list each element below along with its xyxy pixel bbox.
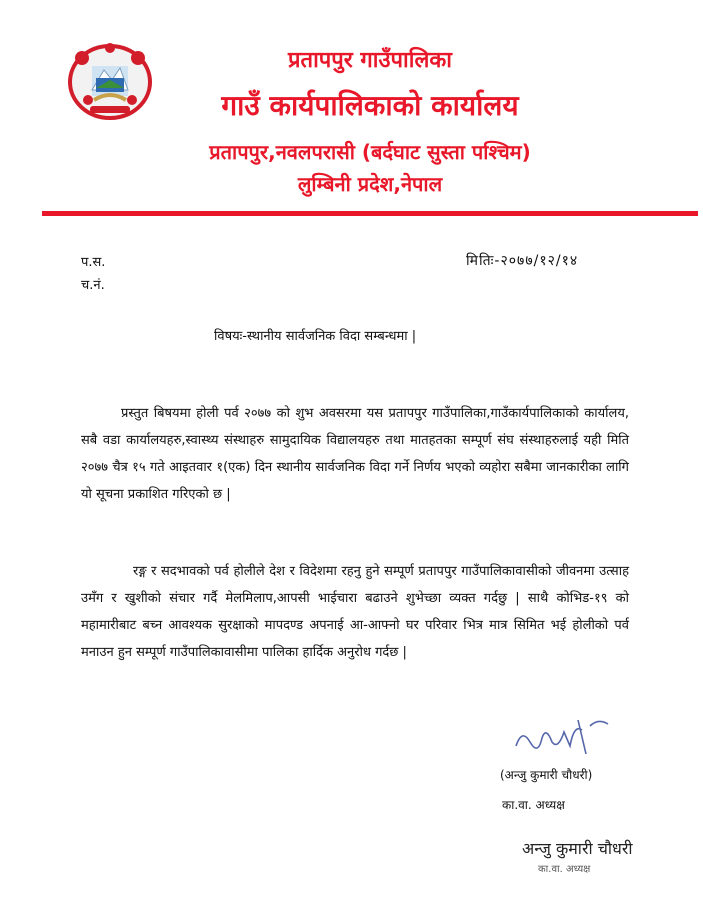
office-address: प्रतापपुर,नवलपरासी (बर्दघाट सुस्ता पश्चिम): [209, 140, 531, 164]
handwritten-signature-icon: [512, 716, 616, 758]
letter-subject: विषयः-स्थानीय सार्वजनिक विदा सम्बन्धमा |: [214, 329, 417, 344]
stamp-title-text: का.वा. अध्यक्ष: [538, 864, 591, 875]
body-paragraph-1: प्रस्तुत बिषयमा होली पर्व २०७७ को शुभ अवसरमा यस प्रतापपुर गाउँपालिका,गाउँकार्यपालिकाको कार्यालय, सबै वडा कार्यालयहरु,स्वास्थ्य संस्थाहरु सामुदायिक विद्यालयहरु तथा मातहतका सम्पूर्ण संघ संस्थाहरुलाई यही मिति २०७७ चैत्र १५ गते आइतवार १(एक) दिन स्थानीय सार्वजनिक विदा गर्ने निर्णय भएको व्यहोरा सबैमा जानकारीका लागि यो सूचना प्रकाशित गरिएको छ |: [81, 406, 629, 502]
municipality-name: प्रतापपुर गाउँपालिका: [288, 48, 452, 73]
signatory-name: (अन्जु कुमारी चौधरी): [500, 768, 593, 782]
stamp-name-text: अन्जु कुमारी चौधरी: [522, 839, 633, 858]
official-stamp-icon: [518, 832, 678, 878]
province-country: लुम्बिनी प्रदेश,नेपाल: [297, 172, 443, 196]
office-name: गाउँ कार्यपालिकाको कार्यालय: [221, 89, 519, 122]
nepal-emblem-icon: [66, 40, 154, 120]
body-paragraph-2: रङ्ग र सदभावको पर्व होलीले देश र विदेशमा रहनु हुने सम्पूर्ण प्रतापपुर गाउँपालिकावासीको जीवनमा उत्साह उमँग र खुशीको संचार गर्दै मेलमिलाप,आपसी भाईचारा बढाउने शुभेच्छा व्यक्त गर्दछु | साथै कोभिड-१९ को महामारीबाट बच्न आवश्यक सुरक्षाको मापदण्ड अपनाई आ-आफ्नो घर परिवार भित्र मात्र सिमित भई होलीको पर्व मनाउन हुन सम्पूर्ण गाउँपालिकावासीमा पालिका हार्दिक अनुरोध गर्दछ |: [81, 564, 629, 660]
signatory-title: का.वा. अध्यक्ष: [502, 798, 565, 812]
header-divider: [42, 211, 698, 216]
letter-date: मितिः-२०७७/१२/१४: [466, 253, 579, 269]
letter-number-label: प.स.: [81, 255, 106, 270]
dispatch-number-label: च.नं.: [81, 278, 105, 293]
